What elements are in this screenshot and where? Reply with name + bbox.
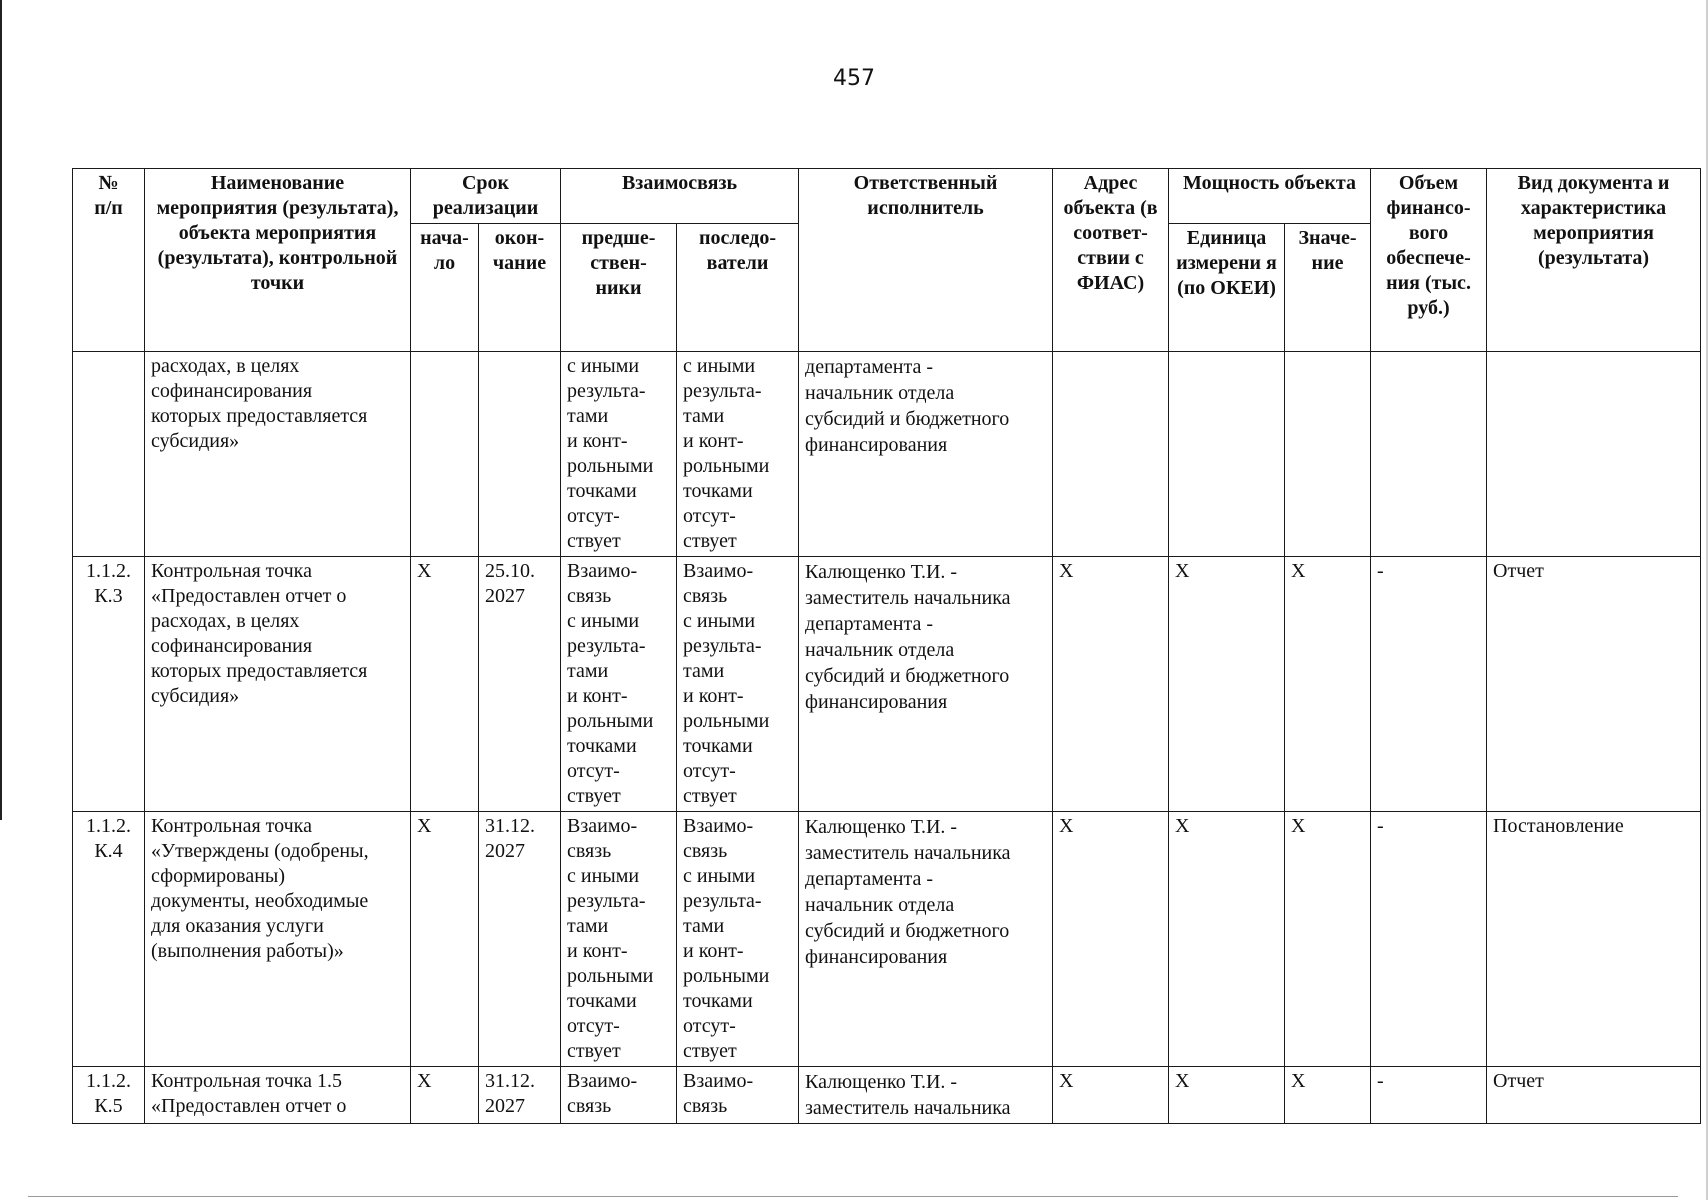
cell-start: X <box>411 557 479 812</box>
cell-unit: X <box>1169 1067 1285 1124</box>
header-name-text: Наименование мероприятия (результата), объекта мероприятия (результата), контрольной точки <box>156 172 399 294</box>
header-term-start-text: нача- ло <box>420 227 469 274</box>
cell-document: Отчет <box>1487 1067 1701 1124</box>
header-finance <box>1371 169 1487 352</box>
header-cap-unit-text: Единица измерени я (по ОКЕИ) <box>1176 227 1277 299</box>
header-address-text: Адрес объекта (в соответ-ствии с ФИАС) <box>1063 172 1158 294</box>
header-link-next-text: последо- ватели <box>699 227 777 274</box>
cell-unit <box>1169 352 1285 557</box>
cell-start: X <box>411 812 479 1067</box>
cell-finance: - <box>1371 812 1487 1067</box>
cell-unit: X <box>1169 557 1285 812</box>
cell-number: 1.1.2. К.3 <box>73 557 145 812</box>
header-link-pred-text: предше- ствен- ники <box>581 227 656 299</box>
cell-end <box>479 352 561 557</box>
cell-predecessors: Взаимо- связь с иными результа- тами и конт- рольными точками отсут- ствует <box>561 557 677 812</box>
cell-predecessors: Взаимо- связь <box>561 1067 677 1124</box>
cell-name: расходах, в целях софинансирования которых предоставляется субсидия» <box>145 352 411 557</box>
header-name <box>145 169 411 352</box>
cell-responsible: департамента - начальник отдела субсидий и бюджетного финансирования <box>799 352 1053 557</box>
cell-value: X <box>1285 1067 1371 1124</box>
cell-start: X <box>411 1067 479 1124</box>
cell-successors: с иными результа- тами и конт- рольными точками отсут- ствует <box>677 352 799 557</box>
header-capacity <box>1169 169 1371 224</box>
header-cap-unit <box>1169 224 1285 352</box>
cell-name: Контрольная точка «Утверждены (одобрены, сформированы) документы, необходимые для оказания услуги (выполнения работы)» <box>145 812 411 1067</box>
header-number-text: № п/п <box>94 172 123 219</box>
cell-successors: Взаимо- связь <box>677 1067 799 1124</box>
cell-document <box>1487 352 1701 557</box>
cell-responsible: Калющенко Т.И. - заместитель начальника департамента - начальник отдела субсидий и бюджетного финансирования <box>799 812 1053 1067</box>
cell-end: 25.10. 2027 <box>479 557 561 812</box>
header-term-end <box>479 224 561 352</box>
cell-address <box>1053 352 1169 557</box>
header-term-start <box>411 224 479 352</box>
header-responsible <box>799 169 1053 352</box>
plan-table <box>72 168 1701 1124</box>
cell-predecessors: с иными результа- тами и конт- рольными точками отсут- ствует <box>561 352 677 557</box>
table-row <box>73 557 1701 812</box>
header-cap-value <box>1285 224 1371 352</box>
header-number <box>73 169 145 352</box>
header-address <box>1053 169 1169 352</box>
cell-end: 31.12. 2027 <box>479 1067 561 1124</box>
table-row <box>73 812 1701 1067</box>
table-row <box>73 352 1701 557</box>
page-left-edge <box>0 0 2 820</box>
cell-name: Контрольная точка «Предоставлен отчет о расходах, в целях софинансирования которых предоставляется субсидия» <box>145 557 411 812</box>
cell-end: 31.12. 2027 <box>479 812 561 1067</box>
cell-successors: Взаимо- связь с иными результа- тами и конт- рольными точками отсут- ствует <box>677 812 799 1067</box>
header-link-text: Взаимосвязь <box>621 172 738 194</box>
header-link-pred <box>561 224 677 352</box>
header-doc <box>1487 169 1701 352</box>
cell-finance <box>1371 352 1487 557</box>
header-link <box>561 169 799 224</box>
header-responsible-text: Ответственный исполнитель <box>853 172 998 219</box>
table-body <box>73 352 1701 1124</box>
header-term <box>411 169 561 224</box>
cell-responsible: Калющенко Т.И. - заместитель начальника <box>799 1067 1053 1124</box>
cell-value <box>1285 352 1371 557</box>
cell-name: Контрольная точка 1.5 «Предоставлен отчет о <box>145 1067 411 1124</box>
header-link-next <box>677 224 799 352</box>
cell-predecessors: Взаимо- связь с иными результа- тами и конт- рольными точками отсут- ствует <box>561 812 677 1067</box>
cell-successors: Взаимо- связь с иными результа- тами и конт- рольными точками отсут- ствует <box>677 557 799 812</box>
page-number: 457 <box>833 66 875 91</box>
cell-finance: - <box>1371 557 1487 812</box>
cell-number: 1.1.2. К.4 <box>73 812 145 1067</box>
cell-value: X <box>1285 557 1371 812</box>
bottom-scan-line <box>28 1196 1678 1197</box>
cell-finance: - <box>1371 1067 1487 1124</box>
header-term-text: Срок реализации <box>432 172 539 219</box>
header-doc-text: Вид документа и характеристика мероприятия (результата) <box>1517 172 1670 269</box>
header-cap-value-text: Значе- ние <box>1298 227 1357 274</box>
header-term-end-text: окон- чание <box>492 227 547 274</box>
cell-address: X <box>1053 1067 1169 1124</box>
cell-number <box>73 352 145 557</box>
cell-start <box>411 352 479 557</box>
cell-responsible: Калющенко Т.И. - заместитель начальника департамента - начальник отдела субсидий и бюджетного финансирования <box>799 557 1053 812</box>
cell-number: 1.1.2. К.5 <box>73 1067 145 1124</box>
table-row <box>73 1067 1701 1124</box>
cell-address: X <box>1053 557 1169 812</box>
header-finance-text: Объем финансо-вого обеспече-ния (тыс. руб.) <box>1386 172 1471 319</box>
cell-document: Отчет <box>1487 557 1701 812</box>
cell-unit: X <box>1169 812 1285 1067</box>
cell-address: X <box>1053 812 1169 1067</box>
header-row-1 <box>73 169 1701 224</box>
cell-document: Постановление <box>1487 812 1701 1067</box>
header-capacity-text: Мощность объекта <box>1183 172 1356 194</box>
cell-value: X <box>1285 812 1371 1067</box>
